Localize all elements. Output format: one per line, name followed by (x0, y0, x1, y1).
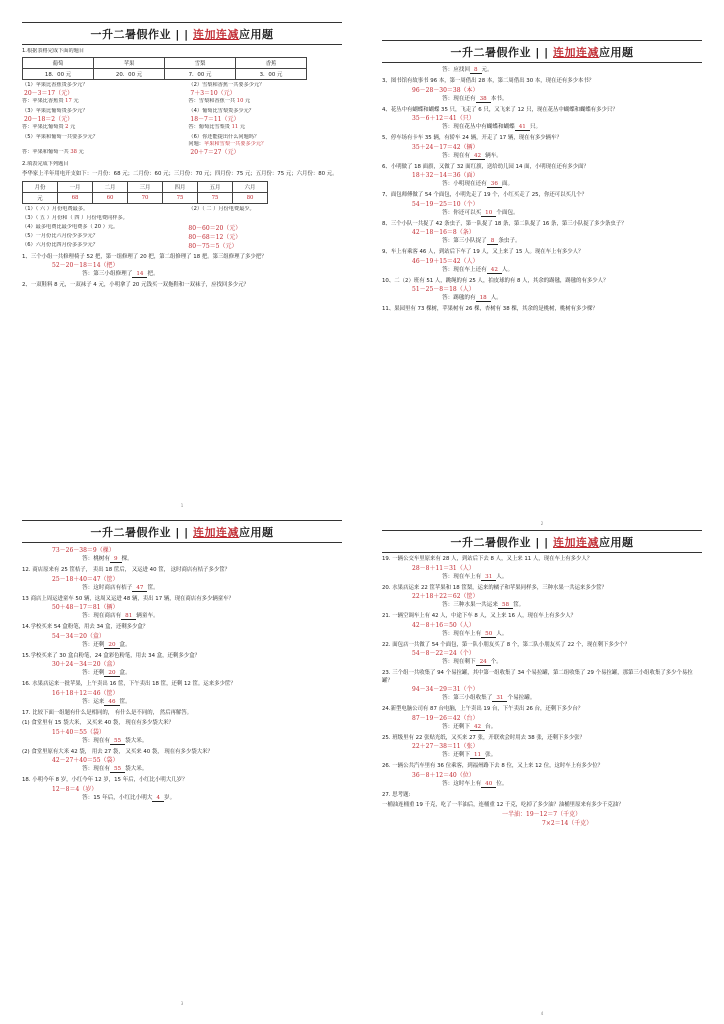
page-title: 一升二暑假作业 | | 连加连减应用题 (22, 22, 342, 45)
question: （5）一月份比六月份少多少元？ (22, 232, 98, 239)
equation: 54－8－22＝24（个） (412, 650, 475, 657)
question: 22. 面包店一共做了 54 个面包，第一队小朋友买了 8 个，第二队小朋友买了 22 个，现在剩下多少个？ (382, 641, 630, 648)
answer: 答：苹果和葡萄一共 38 元 (22, 149, 84, 155)
table-cell: 7．00 元 (165, 69, 236, 80)
question: 24.新型电脑公司有 87 台电脑，上午卖出 19 台，下午卖出 26 台，还剩下多少台？ (382, 706, 584, 712)
table-cell: 六月 (233, 181, 268, 192)
equation: 12－8＝4（岁） (52, 785, 98, 793)
table-cell: 三月 (128, 181, 163, 192)
answer: 答：还剩 20 盒。 (82, 670, 131, 676)
table-cell: 一月 (58, 181, 93, 192)
equation: 20－3＝17（元） (24, 90, 74, 97)
question: 3、图书馆有故事书 96 本，第一周借出 28 本，第二周借出 30 本，现在还有多少本书？ (382, 78, 595, 84)
equation: 42－18－16＝8（条） (412, 229, 475, 236)
answer: 答：应找回 8 元。 (442, 67, 493, 73)
answer: 答：踢毽的有 18 人。 (442, 295, 502, 301)
question: 12. 商店原来有 25 筐桔子， 卖出 18 筐后， 又运进 40 筐， 这时商店有桔子多少筐？ (22, 567, 231, 573)
table-cell: 四月 (163, 181, 198, 192)
answer: 答：现在车上还有 42 人。 (442, 266, 514, 273)
question: 11、果园里有 73 棵树，苹果树有 26 棵，杏树有 38 棵，其余的是桃树，桃树有多少棵？ (382, 306, 598, 312)
section-heading: 2.填表完成下列题目 (22, 161, 69, 167)
equation: 94－34－29＝31（个） (412, 686, 479, 693)
question: 7、面包师傅做了 54 个面包，小明先走了 19 个，小红买走了 25，你还可以买几个？ (382, 192, 588, 198)
answer: 答：你还可以买 10 个面包。 (442, 209, 519, 216)
equation: 18－7＝11（元） (190, 116, 240, 123)
table-cell: 苹果 (94, 58, 165, 69)
electricity-table (22, 181, 268, 204)
problem-text: 一桶油连桶重 19 千克，吃了一半油后，连桶重 12 千克，吃掉了多少油？油桶里原来有多少千克油？ (382, 802, 624, 808)
equation: 52－20－18＝14（把） (52, 262, 119, 269)
question: 16. 水果店运来一批苹果，上午卖出 16 筐，下午卖出 18 筐，还剩 12 筐。运来多少筐？ (22, 681, 236, 687)
fruit-price-table (22, 57, 307, 80)
equation: 54－34＝20（盒） (52, 632, 105, 640)
answer: 答：还剩 20 盒。 (82, 641, 131, 648)
question: （6）六月份比四月份多多少元？ (22, 241, 98, 248)
equation: 20－18＝2（元） (24, 116, 74, 123)
worksheet-page-4 (382, 530, 702, 1020)
answer: 答：小明现在还有 36 面。 (442, 181, 514, 187)
answer: 答：还剩下 42 台。 (442, 723, 497, 730)
answer: 答：苹果比葡萄贵 2 元 (22, 124, 76, 130)
table-cell: 60 (93, 192, 128, 203)
table-cell: 月份 (23, 181, 58, 192)
answer: 答：15 年后，小红比小明大 4 岁。 (82, 794, 176, 801)
equation: 35－6＋12＝41（只） (412, 115, 475, 122)
worksheet-page-1 (22, 22, 342, 512)
equation: 16＋18＋12＝46（筐） (52, 689, 119, 697)
answer: 答：现在剩下 24 个。 (442, 659, 502, 665)
page-title: 一升二暑假作业 | | 连加连减应用题 (382, 530, 702, 553)
answer: 答：现在花丛中有蝴蝶和蝴蝶 41 只。 (442, 124, 542, 130)
equation: 一半油：19－12＝7（千克） (502, 810, 582, 818)
table-cell: 五月 (198, 181, 233, 192)
question: （1）苹果比香蕉贵多少元？ (22, 82, 88, 88)
table-cell: 葡萄 (23, 58, 94, 69)
question: 27. 思考题: (382, 791, 411, 798)
table-cell: 二月 (93, 181, 128, 192)
question: 26. 一辆公共汽车里有 36 位乘客，到福州路下去 8 位，又上来 12 位，这时车上有多少位？ (382, 763, 603, 769)
equation: 36－8＋12＝40（位） (412, 771, 475, 779)
equation: 50＋48－17＝81（辆） (52, 604, 119, 611)
page-title: 一升二暑假作业 | | 连加连减应用题 (22, 520, 342, 543)
question: （6）你还能提出什么问题吗？ (188, 134, 260, 140)
answer: 答：还剩下 11 张。 (442, 752, 497, 758)
question: （4）最多电费比最少电费多（ 20 ）元。 (22, 223, 119, 230)
table-cell: 雪梨 (165, 58, 236, 69)
answer: 答：现在商店有 81 辆童车。 (82, 613, 159, 619)
answer: 答：现在有 55 袋大米。 (82, 737, 148, 744)
answer: 答：第三小队捉了 8 条虫子。 (442, 238, 521, 244)
table-cell: 20．00 元 (94, 69, 165, 80)
question: 17. 比较下面一组题有什么是相同的， 有什么是不同的， 然后再解答。 (22, 709, 193, 716)
answer: 答：雪梨和香蕉一共 10 元 (188, 98, 251, 104)
question: (1) 食堂里有 15 袋大米， 又买来 40 袋， 现在有多少袋大米？ (22, 720, 174, 726)
question: 6、小明做了 18 面旗，又做了 32 面红旗，送给幼儿园 14 面，小明现在还有多少面？ (382, 163, 589, 170)
question: 13 商店上周运进童车 50 辆，这周又运进 48 辆，卖出 17 辆，现在商店有多少辆童车？ (22, 595, 234, 602)
question: 21. 一辆空调车上有 42 人，中途下车 8 人，又上来 16 人，现在车上有多少人？ (382, 613, 577, 619)
table-cell: 70 (128, 192, 163, 203)
question: 18. 小明今年 8 岁，小红今年 12 岁，15 年后，小红比小明大几岁？ (22, 777, 188, 783)
answer: 答：运来 46 筐。 (82, 698, 131, 705)
page-title: 一升二暑假作业 | | 连加连减应用题 (382, 40, 702, 63)
section-heading: 1.根据表格完成下面的题目 (22, 48, 85, 54)
page-number: 1 (180, 503, 184, 508)
question: 5、停车场有卡车 35 辆，有轿车 24 辆，开走了 17 辆，现在有多少辆车？ (382, 135, 562, 141)
question: 4、花丛中有蝴蝶和蝴蝶 35 只，飞走了 6 只，又飞来了 12 只，现在花丛中蝴蝶和蝴蝶有多少只？ (382, 106, 618, 113)
question: 15.学校买来了 30 盒白粉笔，24 盒彩色粉笔，用去 34 盒，还剩多少盒？ (22, 652, 200, 659)
equation: 28－8＋11＝31（人） (412, 564, 475, 572)
equation: 25－18＋40＝47（筐） (52, 575, 119, 583)
question: 19. 一辆公交车里原来有 28 人，到站后下去 8 人，又上来 11 人，现在车上有多少人？ (382, 556, 593, 562)
equation: 7×2＝14（千克） (542, 819, 593, 827)
answer: 答：现在还有 38 本书。 (442, 95, 508, 102)
question: 8、三个小队一共捉了 42 条虫子，第一队捉了 18 条，第二队捉了 16 条，第三小队捉了多少条虫子？ (382, 220, 627, 227)
answer: 答：第三小组收集了 31 个易拉罐。 (442, 695, 536, 701)
question: 20. 水果店运来 22 筐苹果和 18 筐梨，运来的橘子和苹果同样多，三种水果一共运来多少筐？ (382, 584, 607, 591)
table-cell: 18．00 元 (23, 69, 94, 80)
page-number: 4 (540, 1011, 544, 1016)
question: 9、车上有乘客 46 人，到站后下车了 19 人，又上来了 15 人。现在车上有多少人？ (382, 249, 584, 255)
table-cell: 75 (163, 192, 198, 203)
question: （3）苹果比葡萄贵多少元？ (22, 108, 88, 114)
page-number: 3 (180, 1001, 184, 1006)
answer: 答：现在有 55 袋大米。 (82, 766, 148, 772)
answer: 答：现在有 42 辆车。 (442, 152, 502, 159)
table-cell: 元 (23, 192, 58, 203)
answer: 答：苹果比香蕉贵 17 元 (22, 98, 79, 104)
page-number: 2 (540, 521, 544, 526)
question: （2）（ 二 ）月份电费最少。 (188, 205, 255, 212)
question: (2) 食堂里原有大米 42 袋， 用去 27 袋， 又买来 40 袋， 现在有多少袋大米？ (22, 748, 213, 755)
worksheet-page-2 (382, 40, 702, 530)
answer: 答：第三小组修理了 14 把。 (82, 271, 159, 277)
question: （3）（ 五 ）月份和（ 四 ）月份电费同样多。 (22, 214, 128, 221)
question: 23. 三个组一共收集了 94 个易拉罐，其中第一组收集了 34 个易拉罐，第二组收集了 29 个易拉罐，那第三小组收集了多少个易拉罐？ (382, 670, 693, 684)
answer: 答：葡萄比雪梨贵 11 元 (188, 124, 246, 130)
equation: 51－25－8＝18（人） (412, 286, 475, 293)
equation: 46－19＋15＝42（人） (412, 257, 479, 265)
equation: 80－75＝5（元） (188, 242, 238, 250)
equation: 22＋18＋22＝62（筐） (412, 593, 479, 600)
equation: 20＋7＝27（元） (190, 149, 240, 156)
answer: 答：这时商店有桔子 47 筐。 (82, 584, 159, 591)
equation: 30＋24－34＝20（盒） (52, 661, 119, 668)
question: 14.学校买来 54 盒粉笔，用去 34 盒，还剩多少盒？ (22, 624, 149, 630)
question: 25. 班级里有 22 张贴光纸，又买来 27 张，开联欢会时用去 38 张，还剩下多少张？ (382, 734, 585, 741)
question: 2、一双鞋料 8 元，一双袜子 4 元，小明拿了 20 元钱买一双拖鞋和一双袜子，应找回多少元？ (22, 282, 249, 288)
equation: 18＋32－14＝36（面） (412, 172, 479, 179)
question: （5）苹果和葡萄一共要多少元？ (22, 134, 98, 140)
answer: 答：现在车上有 31 人。 (442, 573, 508, 580)
equation: 80－68＝12（元） (188, 233, 242, 241)
equation: 42－8＋16＝50（人） (412, 621, 475, 629)
answer: 答：现在车上有 50 人。 (442, 630, 508, 637)
equation: 15＋40＝55（袋） (52, 728, 105, 736)
worksheet-page-3 (22, 520, 342, 1010)
table-cell: 80 (233, 192, 268, 203)
table-cell: 68 (58, 192, 93, 203)
problem-text: 李华家上半年用电开支如下：一月份：68 元；二月份：60 元；三月份：70 元；四月份：75 元；五月份：75 元；六月份：80 元。 (22, 171, 338, 177)
equation: 35＋24－17＝42（辆） (412, 143, 479, 151)
equation: 80－60＝20（元） (188, 224, 242, 232)
equation: 96－28－30＝38（本） (412, 86, 479, 94)
equation: 87－19－26＝42（台） (412, 714, 479, 722)
question: 1、三个小组一共修理椅子 52 把，第一组修理了 20 把，第二组修理了 18 把。第三组修理了多少把？ (22, 253, 267, 260)
answer: 问题：苹果和雪梨一共要多少元？ (188, 141, 267, 147)
equation: 42－27＋40＝55（袋） (52, 757, 119, 764)
question: 10、二（2）班有 51 人，跳绳的有 25 人，拍皮球的有 8 人，其余的踢毽，踢毽的有多少人？ (382, 277, 609, 284)
equation: 73－26－38＝9（棵） (52, 547, 115, 554)
equation: 22＋27－38＝11（张） (412, 743, 479, 750)
table-cell: 香蕉 (236, 58, 307, 69)
answer: 答：这时车上有 40 位。 (442, 780, 508, 787)
answer: 答：桃树有 9 棵。 (82, 556, 133, 562)
table-cell: 3．00 元 (236, 69, 307, 80)
question: （1）（ 六 ）月份电费最多。 (22, 205, 89, 212)
answer: 答：三种水果一共运来 58 筐。 (442, 602, 525, 608)
question: （4）葡萄比雪梨贵多少元？ (188, 108, 254, 114)
table-cell: 75 (198, 192, 233, 203)
equation: 54－19－25＝10（个） (412, 200, 479, 208)
equation: 7＋3＝10（元） (190, 90, 236, 97)
question: （2）雪梨和香蕉一共要多少元？ (188, 82, 265, 88)
